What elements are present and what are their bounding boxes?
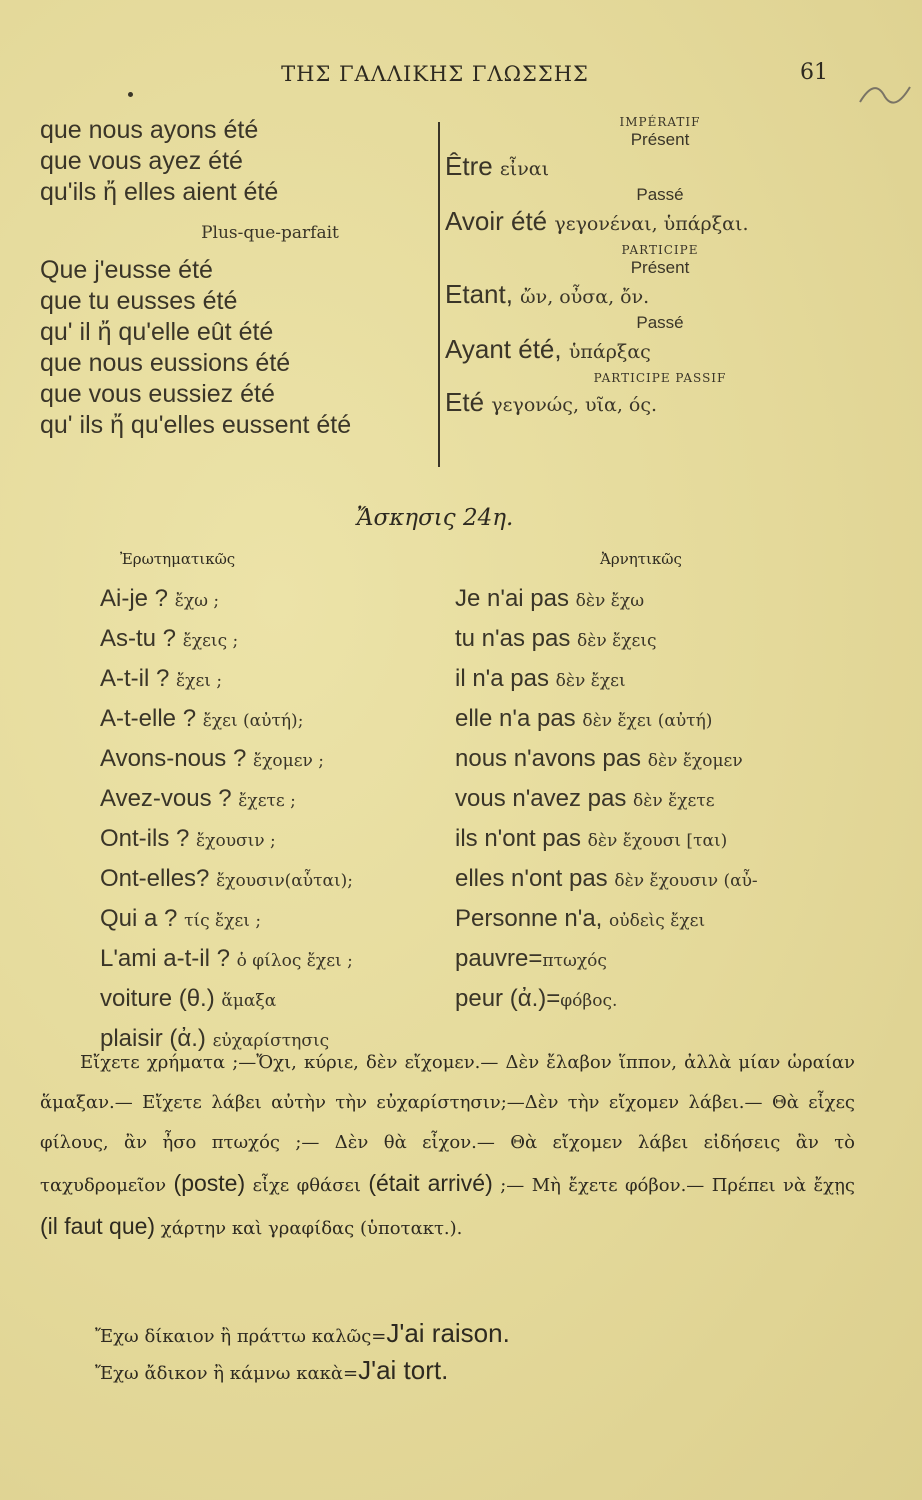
translation-paragraph xyxy=(40,1043,855,1249)
row-gr: δὲν ἔχουσι [ται) xyxy=(587,831,728,851)
exercise-row xyxy=(100,820,460,860)
row-fr: L'ami a-t-il ? xyxy=(100,945,230,972)
ink-dot xyxy=(128,92,133,97)
conjugation-line: que vous eussiez été xyxy=(40,380,275,408)
exercise-row xyxy=(100,900,460,940)
conjugation-line: que nous eussions été xyxy=(40,349,291,377)
prose-text: χάρτην καὶ γραφίδας (ὑποτακτ.). xyxy=(160,1218,463,1239)
row-gr: ἔχεις ; xyxy=(182,631,239,651)
page-number: 61 xyxy=(800,60,828,85)
row-fr: ils n'ont pas xyxy=(455,825,581,852)
conjugation-line: Que j'eusse été xyxy=(40,256,213,284)
column-divider xyxy=(438,122,440,467)
row-fr: Ai-je ? xyxy=(100,585,169,612)
tense-heading: Passé xyxy=(636,313,684,332)
row-fr: As-tu ? xyxy=(100,625,177,652)
exercise-title: Ἄσκησις 24η. xyxy=(356,505,514,531)
tense-heading: Plus-que-parfait xyxy=(201,223,339,243)
verb-gr: ὑπάρξας xyxy=(568,341,651,363)
negative-heading: Ἀρνητικῶς xyxy=(600,550,682,568)
row-fr: voiture (θ.) xyxy=(100,985,215,1012)
idiom-gr: Ἔχω ἄδικον ἢ κάμνω κακὰ= xyxy=(95,1363,359,1384)
row-fr: Avez-vous ? xyxy=(100,785,232,812)
exercise-row xyxy=(100,860,460,900)
prose-fr-gloss: (il faut que) xyxy=(40,1213,156,1239)
verb-fr: Avoir été xyxy=(445,206,548,236)
tense-heading: Passé xyxy=(636,185,684,204)
verb-form xyxy=(445,278,875,313)
exercise-row xyxy=(455,980,875,1020)
row-gr: δὲν ἔχει (αὐτή) xyxy=(582,711,713,731)
prose-text: Εἴχετε χρήματα ;—Ὄχι, κύριε, δὲν εἴχομεν.— Δὲν ἔλαβον ἵππον, ἀλλὰ μίαν ὡραίαν ἅμαξαν.— Εἴχετε λάβει αὐτὴν τὴν εὐχαρίστησιν;—Δὲν τὴν εἴχομεν λάβει.— Θὰ εἶχες φίλους, ἂν ἦσο πτωχός ;— Δὲν θὰ εἶχον.— Θὰ εἴχομεν λάβει εἰδήσεις ἂν τὸ ταχυδρομεῖον xyxy=(40,1052,855,1196)
row-gr: δὲν ἔχεις xyxy=(577,631,657,651)
idiom-fr: J'ai raison. xyxy=(386,1318,510,1348)
row-gr: ἔχομεν ; xyxy=(253,751,324,771)
exercise-row xyxy=(100,740,460,780)
exercise-row xyxy=(455,700,875,740)
row-fr: il n'a pas xyxy=(455,665,549,692)
row-gr: φόβος. xyxy=(560,991,618,1011)
row-fr: plaisir (ἀ.) xyxy=(100,1025,206,1052)
exercise-row xyxy=(455,780,875,820)
prose-text: εἶχε φθάσει xyxy=(252,1175,361,1196)
mood-heading: PARTICIPE xyxy=(621,243,699,257)
verb-form xyxy=(445,333,875,368)
exercise-row xyxy=(100,660,460,700)
verb-form xyxy=(445,205,875,240)
exercise-row xyxy=(455,820,875,860)
exercise-row xyxy=(455,900,875,940)
conjugation-line: qu'ils ἤ elles aient été xyxy=(40,178,279,206)
row-gr: δὲν ἔχει xyxy=(555,671,626,691)
row-fr: nous n'avons pas xyxy=(455,745,642,772)
row-fr: pauvre= xyxy=(455,945,543,972)
exercise-row xyxy=(100,780,460,820)
prose-fr-gloss: (était arrivé) xyxy=(368,1170,493,1196)
row-fr: elle n'a pas xyxy=(455,705,576,732)
verb-gr: εἶναι xyxy=(499,158,550,180)
row-gr: ἔχουσιν ; xyxy=(196,831,276,851)
row-fr: elles n'ont pas xyxy=(455,865,608,892)
tense-heading: Présent xyxy=(630,130,690,149)
exercise-row xyxy=(100,940,460,980)
interrogative-heading: Ἐρωτηματικῶς xyxy=(120,550,236,568)
exercise-row xyxy=(455,860,875,900)
row-gr: εὐχαρίστησις xyxy=(212,1031,330,1051)
verb-form xyxy=(445,386,875,421)
row-gr: ἔχουσιν(αὗται); xyxy=(216,871,354,891)
negative-column xyxy=(455,580,875,1020)
mood-heading: PARTICIPE PASSIF xyxy=(593,371,727,385)
prose-text: ;— Μὴ ἔχετε φόβον.— Πρέπει νὰ ἔχῃς xyxy=(500,1175,855,1196)
prose-fr-gloss: (poste) xyxy=(173,1170,246,1196)
conjugation-line: qu' ils ἤ qu'elles eussent été xyxy=(40,411,352,439)
row-gr: ἔχει (αὐτή); xyxy=(202,711,304,731)
row-fr: Ont-elles? xyxy=(100,865,210,892)
verb-gr: γεγονέναι, ὑπάρξαι. xyxy=(554,213,749,235)
tense-heading: Présent xyxy=(630,258,690,277)
row-gr: τίς ἔχει ; xyxy=(184,911,262,931)
row-gr: ἅμαξα xyxy=(221,991,277,1011)
exercise-row xyxy=(455,660,875,700)
idiom-gr: Ἔχω δίκαιον ἢ πράττω καλῶς= xyxy=(95,1326,387,1347)
conjugation-line: que tu eusses été xyxy=(40,287,238,315)
row-gr: ἔχω ; xyxy=(174,591,220,611)
verb-gr: γεγονώς, υῖα, ός. xyxy=(491,394,658,416)
row-gr: πτωχός xyxy=(542,951,607,971)
row-fr: Avons-nous ? xyxy=(100,745,247,772)
verb-fr: Eté xyxy=(445,387,485,417)
verb-form xyxy=(445,150,875,185)
exercise-row xyxy=(455,740,875,780)
row-gr: δὲν ἔχουσιν (αὖ- xyxy=(614,871,758,891)
row-fr: Qui a ? xyxy=(100,905,178,932)
pencil-mark-icon xyxy=(855,72,915,112)
exercise-row xyxy=(100,700,460,740)
mood-heading: IMPÉRATIF xyxy=(619,115,701,129)
row-gr: δὲν ἔχω xyxy=(575,591,645,611)
row-gr: ἔχετε ; xyxy=(238,791,296,811)
idiom-line xyxy=(95,1355,448,1386)
conjugation-line: que nous ayons été xyxy=(40,116,259,144)
row-gr: ὁ φίλος ἔχει ; xyxy=(236,951,353,971)
row-fr: A-t-il ? xyxy=(100,665,170,692)
exercise-row xyxy=(455,620,875,660)
exercise-row xyxy=(100,620,460,660)
row-fr: Personne n'a, xyxy=(455,905,603,932)
row-fr: Je n'ai pas xyxy=(455,585,569,612)
row-gr: οὐδεὶς ἔχει xyxy=(609,911,706,931)
running-header: ΤΗΣ ΓΑΛΛΙΚΗΣ ΓΛΩΣΣΗΣ xyxy=(281,62,589,86)
verb-fr: Ayant été, xyxy=(445,334,562,364)
verb-fr: Être xyxy=(445,151,493,181)
verb-fr: Etant, xyxy=(445,279,513,309)
row-gr: ἔχει ; xyxy=(176,671,223,691)
row-gr: δὲν ἔχετε xyxy=(633,791,715,811)
verb-gr: ὤν, οὖσα, ὄν. xyxy=(520,286,650,308)
conjugation-line: que vous ayez été xyxy=(40,147,243,175)
interrogative-column xyxy=(100,580,460,1060)
exercise-row xyxy=(100,980,460,1020)
idiom-fr: J'ai tort. xyxy=(358,1355,449,1385)
exercise-row xyxy=(100,580,460,620)
conjugation-line: qu' il ἤ qu'elle eût été xyxy=(40,318,274,346)
row-gr: δὲν ἔχομεν xyxy=(647,751,743,771)
row-fr: tu n'as pas xyxy=(455,625,571,652)
conjugation-left-column xyxy=(40,115,440,441)
row-fr: peur (ἀ.)= xyxy=(455,985,561,1012)
row-fr: A-t-elle ? xyxy=(100,705,197,732)
row-fr: Ont-ils ? xyxy=(100,825,190,852)
conjugation-right-column xyxy=(445,112,875,421)
idiom-line xyxy=(95,1318,510,1349)
exercise-row xyxy=(455,940,875,980)
row-fr: vous n'avez pas xyxy=(455,785,627,812)
exercise-row xyxy=(455,580,875,620)
